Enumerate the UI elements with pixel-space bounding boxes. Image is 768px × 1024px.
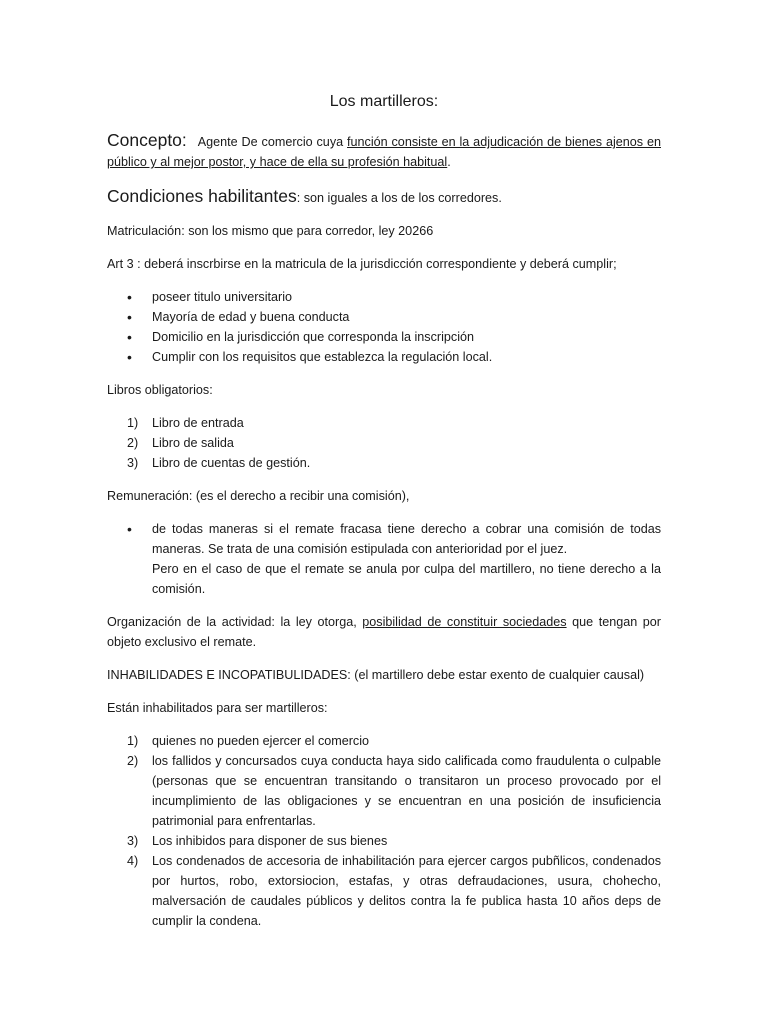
bullet-marker: •: [127, 309, 132, 325]
number-marker: 3): [127, 456, 139, 470]
bullet-marker: •: [127, 329, 132, 345]
art3-paragraph: Art 3 : deberá inscrbirse en la matricula de la jurisdicción correspondiente y deberá cumplir;: [107, 257, 617, 271]
inhabilitados-list: [107, 731, 661, 931]
condiciones-heading: Condiciones habilitantes: [107, 186, 297, 206]
organizacion-underlined: posibilidad de constituir sociedades: [362, 615, 567, 629]
list-item: 2) Libro de salida: [107, 433, 661, 453]
list-item: • Mayoría de edad y buena conducta: [127, 309, 350, 325]
list-item: • poseer titulo universitario: [127, 289, 293, 305]
document-title: Los martilleros:: [329, 93, 439, 110]
bullet-marker: •: [127, 289, 132, 305]
list-item: 3) Libro de cuentas de gestión.: [107, 453, 661, 473]
number-marker: 2): [127, 754, 139, 768]
number-marker: 2): [127, 436, 139, 450]
list-item: [107, 519, 661, 599]
condiciones-text: : son iguales a los de los corredores.: [296, 191, 502, 205]
concepto-paragraph: [107, 130, 661, 172]
number-marker: 4): [127, 854, 139, 868]
bullet-marker: •: [127, 349, 132, 365]
concepto-underlined: función consiste en la adjudicación de bienes ajenos en público y al mejor postor, y hace de ella su profesión habitual: [107, 135, 661, 169]
number-marker: 3): [127, 834, 139, 848]
remuneracion-text-2: Pero en el caso de que el remate se anula por culpa del martillero, no tiene derecho a la comisión.: [152, 562, 661, 596]
concepto-heading: Concepto:: [107, 130, 187, 150]
number-marker: 1): [127, 734, 139, 748]
list-item: 3) Los inhibidos para disponer de sus bienes: [107, 831, 661, 851]
inhabilitados-heading: Están inhabilitados para ser martilleros:: [107, 701, 328, 715]
organizacion-paragraph: Organización de la actividad: la ley otorga, posibilidad de constituir sociedades que tengan por objeto exclusivo el remate.: [107, 615, 661, 649]
matriculacion-paragraph: Matriculación: son los mismo que para corredor, ley 20266: [107, 224, 434, 238]
list-item: • Domicilio en la jurisdicción que corresponda la inscripción: [127, 329, 474, 345]
remuneracion-text-1: de todas maneras si el remate fracasa tiene derecho a cobrar una comisión de todas maneras. Se trata de una comisión estipulada con anterioridad por el juez.: [152, 522, 661, 556]
remuneracion-heading: Remuneración: (es el derecho a recibir una comisión),: [107, 489, 410, 503]
list-item: 2) los fallidos y concursados cuya conducta haya sido calificada como fraudulenta o culpable (personas que se encuentran transitando o transitaron un proceso provocado por el incumplimiento de las obligaciones y se encuentran en una posición de insuficiencia patrimonial para enfrentarlas.: [107, 751, 661, 831]
list-item: • Cumplir con los requisitos que establezca la regulación local.: [127, 349, 493, 365]
number-marker: 1): [127, 416, 139, 430]
concepto-text: Agente De comercio cuya: [197, 135, 348, 149]
remuneracion-list: [107, 519, 661, 599]
libros-list: [107, 413, 661, 473]
condiciones-paragraph: [107, 186, 661, 208]
concepto-end: .: [447, 155, 451, 169]
requisitos-list: [107, 287, 661, 367]
list-item: 1) quienes no pueden ejercer el comercio: [107, 731, 661, 751]
inhabilidades-heading: INHABILIDADES E INCOPATIBULIDADES: (el martillero debe estar exento de cualquier causal): [107, 668, 645, 682]
list-item: 1) Libro de entrada: [107, 413, 661, 433]
bullet-marker: •: [127, 521, 132, 537]
list-item: 4) Los condenados de accesoria de inhabilitación para ejercer cargos pubñlicos, condenados por hurtos, robo, extorsiocion, estafas, y otras defraudaciones, usura, chohecho, malversación de caudales públicos y delitos contra la fe publica hasta 10 años deps de cumplir la condena.: [107, 851, 661, 931]
libros-heading: Libros obligatorios:: [107, 383, 213, 397]
